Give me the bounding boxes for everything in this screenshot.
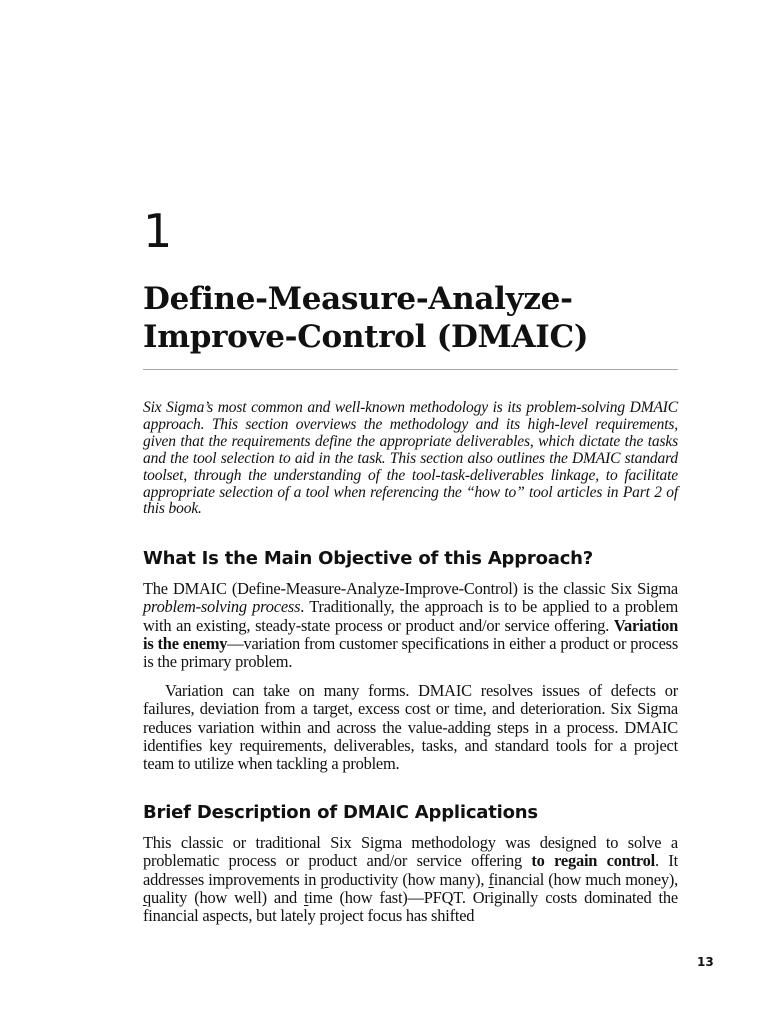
chapter-title-line-2: Improve-Control (DMAIC)	[143, 319, 589, 355]
chapter-intro: Six Sigma’s most common and well-known methodology is its problem-solving DMAIC approach. This section overviews the methodology and its high-level requirements, given that the requirements define the appropriate deliverables, which dictate the tasks and the tool selection to aid in the task. This section also outlines the DMAIC standard toolset, through the understanding of the tool-task-deliverables linkage, to facilitate appropriate selection of a tool when referencing the “how to” tool articles in Part 2 of this book.	[143, 399, 678, 518]
text-run: roductivity (how many),	[328, 869, 489, 889]
underlined-letter: p	[320, 869, 329, 889]
section-heading-main-objective: What Is the Main Objective of this Approach?	[143, 548, 594, 569]
chapter-title	[143, 280, 683, 356]
underlined-letter: q	[143, 887, 151, 907]
paragraph-objective-1	[143, 580, 678, 671]
chapter-title-line-1: Define-Measure-Analyze-	[143, 281, 573, 317]
italic-run: problem-solving process	[143, 597, 301, 617]
bold-run: Variation is the enemy	[143, 615, 678, 653]
text-run: . It addresses improvements in	[143, 851, 678, 889]
bold-run: to regain control	[531, 851, 656, 871]
chapter-number: 1	[143, 204, 173, 258]
paragraph-objective-2: Variation can take on many forms. DMAIC resolves issues of defects or failures, deviation from a target, excess cost or time, and deterioration. Six Sigma reduces variation within and across the value-adding steps in a process. DMAIC identifies key requirements, deliverables, tasks, and standard tools for a project team to utilize when tackling a problem.	[143, 681, 678, 774]
title-divider	[143, 369, 678, 370]
text-run: The DMAIC (Define-Measure-Analyze-Improve-Control) is the classic Six Sigma	[143, 579, 678, 598]
underlined-letter: f	[488, 869, 494, 889]
text-run: ime (how fast)—PFQT. Originally costs dominated the financial aspects, but lately project focus has shifted	[143, 887, 678, 926]
text-run: —variation from customer specifications in either a product or process is the primary problem.	[143, 633, 679, 672]
text-run: This classic or traditional Six Sigma methodology was designed to solve a problematic process or product and/or service offering	[143, 833, 678, 871]
text-run: uality (how well) and	[151, 887, 305, 907]
text-run: . Traditionally, the approach is to be applied to a problem with an existing, steady-state process or product and/or service offering.	[143, 597, 679, 635]
page-number: 13	[697, 955, 714, 969]
text-run: inancial (how much money),	[493, 869, 678, 889]
section-heading-brief-description: Brief Description of DMAIC Applications	[143, 802, 538, 823]
underlined-letter: t	[304, 887, 309, 907]
paragraph-brief-1	[143, 834, 678, 925]
